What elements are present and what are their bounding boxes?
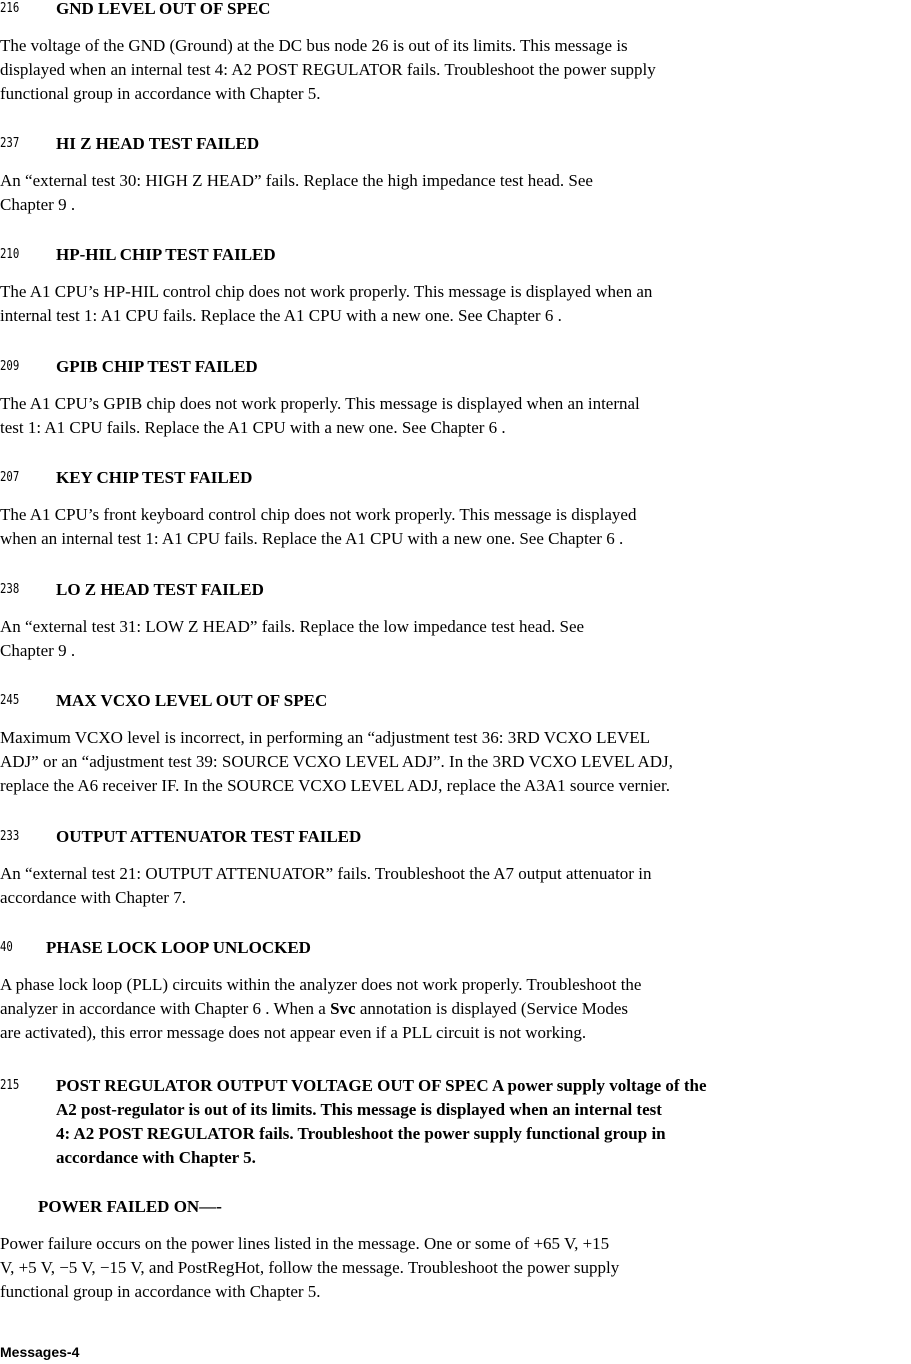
message-entry-gpib-chip <box>0 358 906 440</box>
message-description <box>0 862 906 910</box>
message-description <box>0 169 906 217</box>
svc-annotation-term: Svc <box>330 999 356 1018</box>
message-entry-gnd-level <box>0 0 906 106</box>
message-description <box>0 392 906 440</box>
message-title: PHASE LOCK LOOP UNLOCKED <box>46 938 311 957</box>
description-line: are activated), this error message does not appear even if a PLL circuit is not working. <box>0 1023 587 1042</box>
description-line: The A1 CPU’s front keyboard control chip does not work properly. This message is displayed <box>0 505 637 524</box>
description-line: test 1: A1 CPU fails. Replace the A1 CPU with a new one. See Chapter 6 . <box>0 418 506 437</box>
message-description <box>0 615 906 663</box>
message-entry-post-regulator <box>0 1074 906 1167</box>
description-line: An “external test 31: LOW Z HEAD” fails. Replace the low impedance test head. See <box>0 617 585 636</box>
message-code: 238 <box>0 582 20 597</box>
message-description <box>0 1232 906 1304</box>
message-code: 216 <box>0 1 20 16</box>
message-entry-lo-z-head <box>0 581 906 663</box>
message-title: GND LEVEL OUT OF SPEC <box>56 0 271 18</box>
message-description <box>0 34 906 106</box>
message-title: GPIB CHIP TEST FAILED <box>56 357 258 376</box>
page-footer-label: Messages-4 <box>0 1344 80 1360</box>
description-line: An “external test 30: HIGH Z HEAD” fails. Replace the high impedance test head. See <box>0 171 593 190</box>
message-description <box>0 280 906 328</box>
description-line: The A1 CPU’s HP-HIL control chip does not work properly. This message is displayed when an <box>0 282 653 301</box>
message-code: 209 <box>0 359 20 374</box>
message-bold-description <box>56 1074 908 1170</box>
description-line: functional group in accordance with Chapter 5. <box>0 1282 321 1301</box>
description-text: analyzer in accordance with Chapter 6 . When a <box>0 999 331 1018</box>
description-line: accordance with Chapter 5. <box>56 1148 256 1167</box>
description-line: The voltage of the GND (Ground) at the DC bus node 26 is out of its limits. This message is <box>0 36 628 55</box>
description-line: POST REGULATOR OUTPUT VOLTAGE OUT OF SPEC A power supply voltage of the <box>56 1076 707 1095</box>
message-code: 207 <box>0 470 20 485</box>
description-line: functional group in accordance with Chapter 5. <box>0 84 321 103</box>
message-entry-hi-z-head <box>0 135 906 217</box>
message-code: 245 <box>0 693 20 708</box>
description-line: internal test 1: A1 CPU fails. Replace the A1 CPU with a new one. See Chapter 6 . <box>0 306 562 325</box>
message-description <box>0 503 906 551</box>
description-text: annotation is displayed (Service Modes <box>355 999 629 1018</box>
description-line: A2 post-regulator is out of its limits. This message is displayed when an internal test <box>56 1100 662 1119</box>
description-line <box>0 997 906 1021</box>
description-line: Maximum VCXO level is incorrect, in performing an “adjustment test 36: 3RD VCXO LEVEL <box>0 728 650 747</box>
description-line: 4: A2 POST REGULATOR fails. Troubleshoot the power supply functional group in <box>56 1124 666 1143</box>
message-entry-hp-hil-chip <box>0 246 906 328</box>
message-entry-max-vcxo <box>0 692 906 798</box>
description-line: accordance with Chapter 7. <box>0 888 186 907</box>
description-line: V, +5 V, −5 V, −15 V, and PostRegHot, follow the message. Troubleshoot the power supply <box>0 1258 620 1277</box>
description-line: Chapter 9 . <box>0 641 76 660</box>
description-line: replace the A6 receiver IF. In the SOURCE VCXO LEVEL ADJ, replace the A3A1 source vernier. <box>0 776 670 795</box>
message-title: MAX VCXO LEVEL OUT OF SPEC <box>56 691 328 710</box>
message-entry-power-failed <box>0 1198 906 1304</box>
message-code: 233 <box>0 829 20 844</box>
message-entry-pll-unlocked <box>0 939 906 1045</box>
message-title: OUTPUT ATTENUATOR TEST FAILED <box>56 827 362 846</box>
description-line: An “external test 21: OUTPUT ATTENUATOR” fails. Troubleshoot the A7 output attenuator in <box>0 864 652 883</box>
message-entry-output-attenuator <box>0 828 906 910</box>
message-code: 40 <box>0 940 13 955</box>
description-line: displayed when an internal test 4: A2 POST REGULATOR fails. Troubleshoot the power supply <box>0 60 656 79</box>
message-code: 210 <box>0 247 20 262</box>
message-entry-key-chip <box>0 469 906 551</box>
message-description <box>0 726 906 798</box>
message-code: 237 <box>0 136 20 151</box>
description-line: The A1 CPU’s GPIB chip does not work properly. This message is displayed when an internal <box>0 394 640 413</box>
description-line: when an internal test 1: A1 CPU fails. Replace the A1 CPU with a new one. See Chapter 6 . <box>0 529 624 548</box>
description-line: A phase lock loop (PLL) circuits within the analyzer does not work properly. Troubleshoot the <box>0 975 642 994</box>
description-line: Chapter 9 . <box>0 195 76 214</box>
message-title: HI Z HEAD TEST FAILED <box>56 134 260 153</box>
message-title: HP-HIL CHIP TEST FAILED <box>56 245 276 264</box>
description-line: Power failure occurs on the power lines listed in the message. One or some of +65 V, +15 <box>0 1234 610 1253</box>
message-title: POWER FAILED ON—- <box>38 1197 222 1216</box>
message-title: KEY CHIP TEST FAILED <box>56 468 253 487</box>
message-description <box>0 973 906 1045</box>
message-code: 215 <box>0 1078 20 1093</box>
message-title: LO Z HEAD TEST FAILED <box>56 580 264 599</box>
description-line: ADJ” or an “adjustment test 39: SOURCE VCXO LEVEL ADJ”. In the 3RD VCXO LEVEL ADJ, <box>0 752 673 771</box>
